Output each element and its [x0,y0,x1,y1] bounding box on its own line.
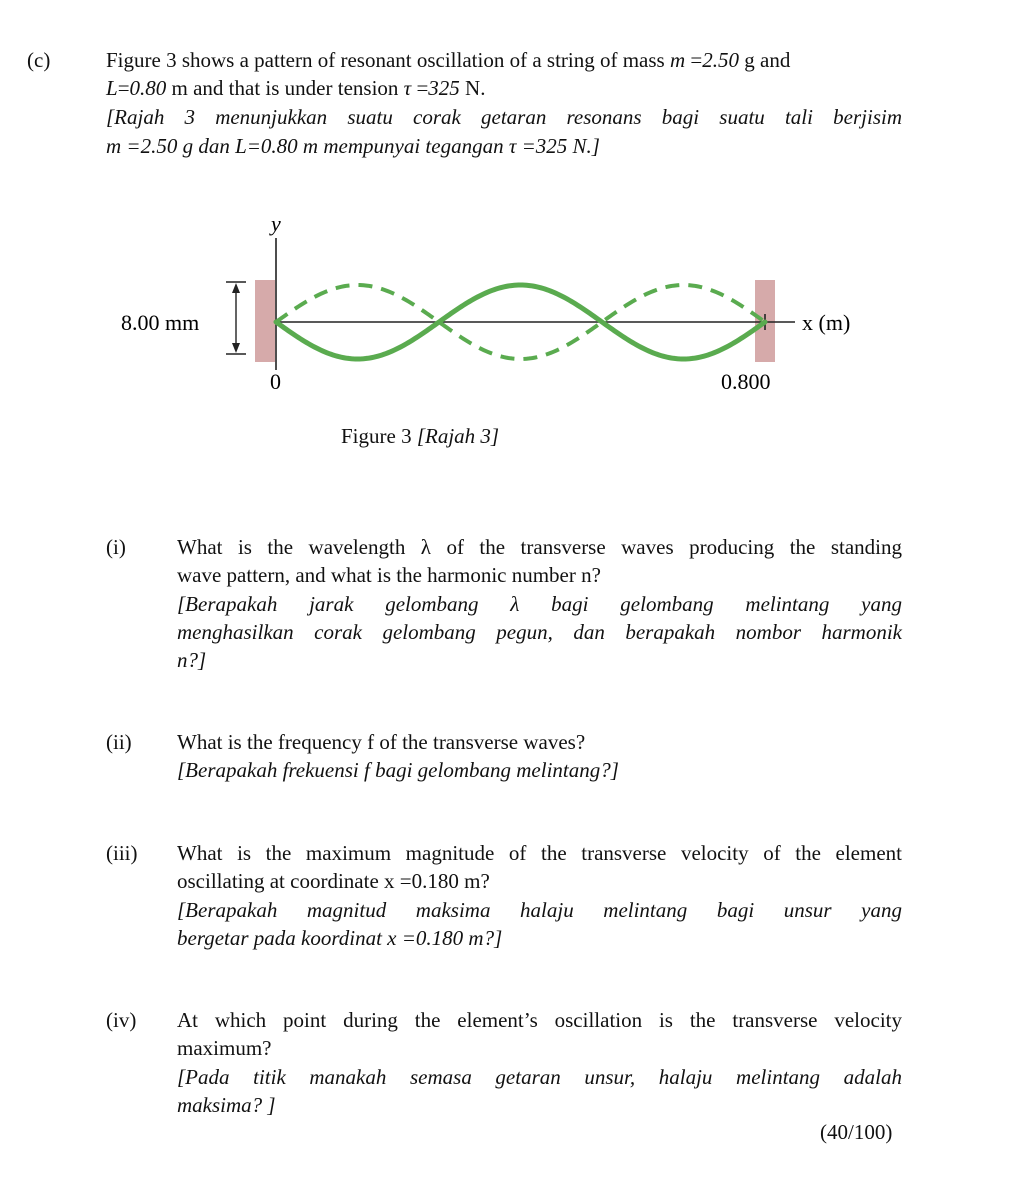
amplitude-arrow-up [232,283,240,293]
origin-label: 0 [270,369,281,394]
amplitude-label: 8.00 mm [121,310,200,335]
equals: = [685,48,703,72]
intro-line-3-malay: [Rajah 3 menunjukkan suatu corak getaran resonans bagi suatu tali berjisim [106,105,902,129]
question-i-text-1: What is the wavelength λ of the transverse waves producing the standing [177,535,902,559]
intro-text: g and [739,48,791,72]
caption-malay: [Rajah 3] [416,424,500,448]
tension-value: 325 [428,76,460,100]
question-iii-text-1: What is the maximum magnitude of the transverse velocity of the element [177,841,902,865]
caption-english: Figure 3 [341,424,417,448]
marks-allocation: (40/100) [820,1120,893,1144]
question-iii-malay-2: bergetar pada koordinat x =0.180 m?] [177,926,503,950]
mass-symbol: m [669,48,686,72]
length-value: 0.80 [129,76,167,100]
figure-3 [0,200,1016,460]
question-iv-text-1: At which point during the element’s oscillation is the transverse velocity [177,1008,902,1032]
intro-line-2 [106,74,485,102]
question-ii-malay-1: [Berapakah frekuensi f bagi gelombang melintang?] [177,758,619,782]
left-wall [255,280,275,362]
equals: = [117,76,130,100]
intro-line-1 [106,46,790,74]
question-number-i: (i) [106,535,126,559]
question-iv-text-2: maximum? [177,1036,272,1060]
y-axis-label: y [271,211,281,236]
part-label: (c) [27,48,51,72]
equals: = [411,76,429,100]
question-i-text-2: wave pattern, and what is the harmonic number n? [177,563,601,587]
amplitude-arrow-down [232,343,240,353]
question-number-iii: (iii) [106,841,138,865]
question-i-malay-2: menghasilkan corak gelombang pegun, dan berapakah nombor harmonik [177,620,902,644]
question-number-iv: (iv) [106,1008,137,1032]
question-iv-malay-2: maksima? ] [177,1093,276,1117]
length-symbol: L [106,76,118,100]
figure-caption [341,422,499,450]
question-iv-malay-1: [Pada titik manakah semasa getaran unsur, halaju melintang adalah [177,1065,902,1089]
intro-text: N. [459,76,486,100]
question-iii-text-2: oscillating at coordinate x =0.180 m? [177,869,490,893]
question-number-ii: (ii) [106,730,132,754]
question-iii-malay-1: [Berapakah magnitud maksima halaju melintang bagi unsur yang [177,898,902,922]
intro-line-4-malay: m =2.50 g dan L=0.80 m mempunyai tegangan τ =325 N.] [106,134,600,158]
end-label: 0.800 [721,369,771,394]
intro-text: m and that is under tension [166,76,404,100]
tension-symbol: τ [403,76,412,100]
question-i-malay-1: [Berapakah jarak gelombang λ bagi gelombang melintang yang [177,592,902,616]
x-axis-label: x (m) [802,310,851,335]
mass-value: 2.50 [702,48,739,72]
intro-text: Figure 3 shows a pattern of resonant oscillation of a string of mass [106,48,670,72]
question-i-malay-3: n?] [177,648,207,672]
question-ii-text-1: What is the frequency f of the transverse waves? [177,730,586,754]
